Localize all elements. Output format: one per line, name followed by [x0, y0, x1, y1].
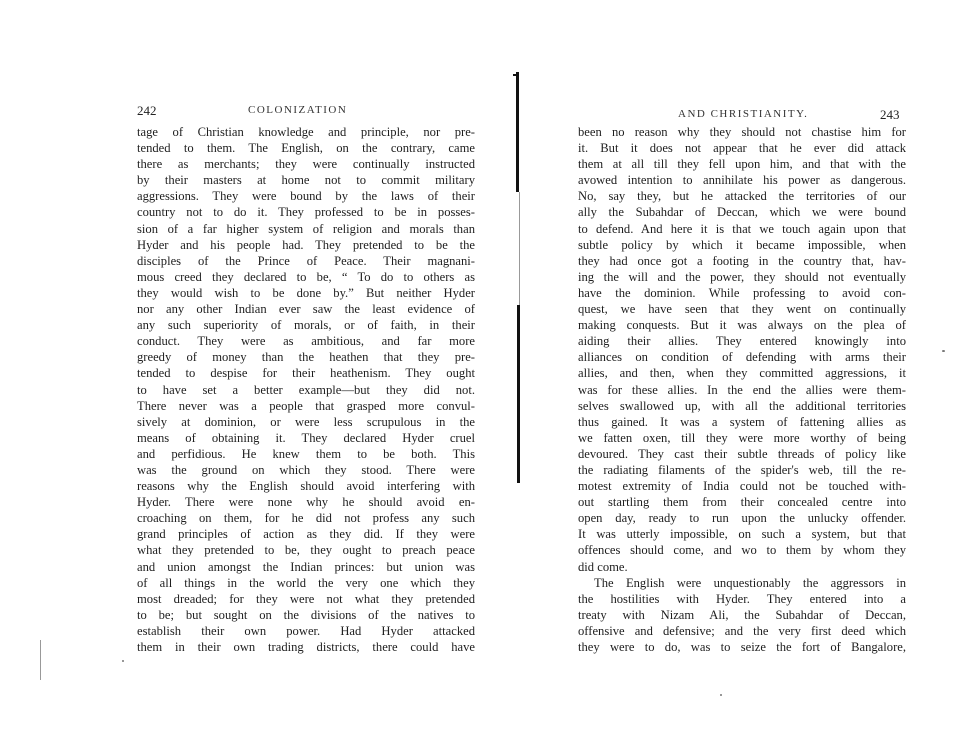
text-line: reasons why the English should avoid interfering with	[137, 479, 475, 494]
text-line: was the ground on which they stood. There were	[137, 462, 475, 477]
text-line: It was utterly impossible, on such a system, but that	[578, 527, 906, 542]
text-line: they were to do, was to seize the fort of Bangalore,	[578, 640, 906, 654]
text-line: avowed intention to annihilate his power as dangerous.	[578, 173, 906, 188]
text-line: by their masters at home not to commit military	[137, 173, 475, 188]
text-line: there as merchants; they were continually instructed	[137, 157, 475, 172]
text-line: country not to do it. They professed to be in posses-	[137, 205, 475, 220]
text-line: nor any other Indian ever saw the least evidence of	[137, 302, 475, 317]
text-line: what they pretended to be, they ought to preach peace	[137, 543, 475, 558]
text-line: been no reason why they should not chastise him for	[578, 125, 906, 139]
margin-speck	[942, 350, 945, 352]
text-line: allies, and then, when they committed aggressions, it	[578, 366, 906, 381]
text-line: and perfidious. He knew them to be both. This	[137, 446, 475, 461]
text-line: offences should come, and wo to them by whom they	[578, 543, 906, 558]
margin-speck	[720, 694, 722, 696]
text-line: No, say they, but he attacked the territories of our	[578, 189, 906, 204]
text-line: making conquests. But it was always on the plea of	[578, 318, 906, 333]
text-line: we fatten oxen, till they were more worthy of being	[578, 430, 906, 445]
text-line: conduct. They were as ambitious, and far more	[137, 334, 475, 349]
text-line: sively at dominion, or were less scrupulous in the	[137, 414, 475, 429]
text-line: was for these allies. In the end the allies were them-	[578, 382, 906, 397]
text-line: tended to despise for their heathenism. They ought	[137, 366, 475, 381]
text-line: and union amongst the Indian princes: but union was	[137, 559, 475, 574]
left-body-text	[137, 124, 475, 655]
binding-mark-top-tick	[513, 74, 519, 76]
text-line: they would wish to be done by.” But neither Hyder	[137, 285, 475, 300]
binding-mark-bottom	[517, 305, 520, 483]
binding-hairline	[519, 192, 520, 305]
text-line: disciples of the Prince of Peace. Their magnani-	[137, 253, 475, 268]
text-line: means of obtaining it. They declared Hyder cruel	[137, 430, 475, 445]
text-line: aiding their allies. They entered knowingly into	[578, 334, 906, 349]
text-line: them at all till they fell upon him, and that with the	[578, 157, 906, 172]
text-line: ing the will and the power, they should not eventually	[578, 269, 906, 284]
text-line: ally the Subahdar of Deccan, which we were bound	[578, 205, 906, 220]
right-page	[500, 0, 980, 734]
text-line: did come.	[578, 559, 628, 574]
text-line: There never was a people that grasped more convul-	[137, 398, 475, 413]
text-line: to have set a better example—but they did not.	[137, 382, 475, 397]
text-line: selves swallowed up, with all the additional territories	[578, 398, 906, 413]
text-line: Hyder. There were none why he should avoid en-	[137, 495, 475, 510]
right-page-number: 243	[880, 107, 900, 122]
margin-speck	[122, 660, 124, 662]
text-line: to defend. And here it is that we touch again upon that	[578, 221, 906, 236]
text-line: establish their own power. Had Hyder attacked	[137, 623, 475, 638]
right-body-text	[578, 124, 906, 655]
text-line: aggressions. They were bound by the laws of their	[137, 189, 475, 204]
text-line: have the dominion. While professing to avoid con-	[578, 285, 906, 300]
text-line: out startling them from their concealed centre into	[578, 495, 906, 510]
text-line: to be; but sought on the divisions of the natives to	[137, 607, 475, 622]
text-line: tended to them. The English, on the contrary, came	[137, 141, 475, 156]
left-running-head: COLONIZATION	[248, 104, 348, 116]
text-line: it. But it does not appear that he ever did attack	[578, 141, 906, 156]
text-line: subtle policy by which it became impossible, when	[578, 237, 906, 252]
text-line: devoured. They cast their subtle threads of policy like	[578, 446, 906, 461]
binding-mark-top	[516, 72, 519, 192]
text-line: most dreaded; for they were not what they pretended	[137, 591, 475, 606]
text-line: offensive and defensive; and the very first deed which	[578, 623, 906, 638]
text-line: sion of a far higher system of religion and morals than	[137, 221, 475, 236]
text-line: The English were unquestionably the aggressors in	[594, 575, 906, 590]
text-line: of all things in the world the very one which they	[137, 575, 475, 590]
text-line: any such superiority of morals, or of faith, in their	[137, 318, 475, 333]
text-line: motest extremity of India could not be touched with-	[578, 479, 906, 494]
margin-mark	[40, 640, 41, 680]
text-line: tage of Christian knowledge and principle, nor pre-	[137, 125, 475, 139]
text-line: Hyder and his people had. They pretended to be the	[137, 237, 475, 252]
text-line: quest, we have seen that they went on continually	[578, 302, 906, 317]
text-line: the radiating filaments of the spider's web, till the re-	[578, 462, 906, 477]
text-line: grand principles of action as they did. If they were	[137, 527, 475, 542]
text-line: alliances on condition of defending with arms their	[578, 350, 906, 365]
text-line: mous creed they declared to be, “ To do to others as	[137, 269, 475, 284]
text-line: thus gained. It was a system of fattening allies as	[578, 414, 906, 429]
text-line: open day, ready to run upon the unlucky offender.	[578, 511, 906, 526]
left-page-number: 242	[137, 103, 157, 118]
text-line: the hostilities with Hyder. They entered into a	[578, 591, 906, 606]
text-line: treaty with Nizam Ali, the Subahdar of Deccan,	[578, 607, 906, 622]
right-running-head: AND CHRISTIANITY.	[678, 108, 809, 120]
text-line: they had once got a footing in the country that, hav-	[578, 253, 906, 268]
text-line: greedy of money than the heathen that they pre-	[137, 350, 475, 365]
text-line: croaching on them, for he did not profess any such	[137, 511, 475, 526]
text-line: them in their own trading districts, there could have	[137, 640, 475, 654]
